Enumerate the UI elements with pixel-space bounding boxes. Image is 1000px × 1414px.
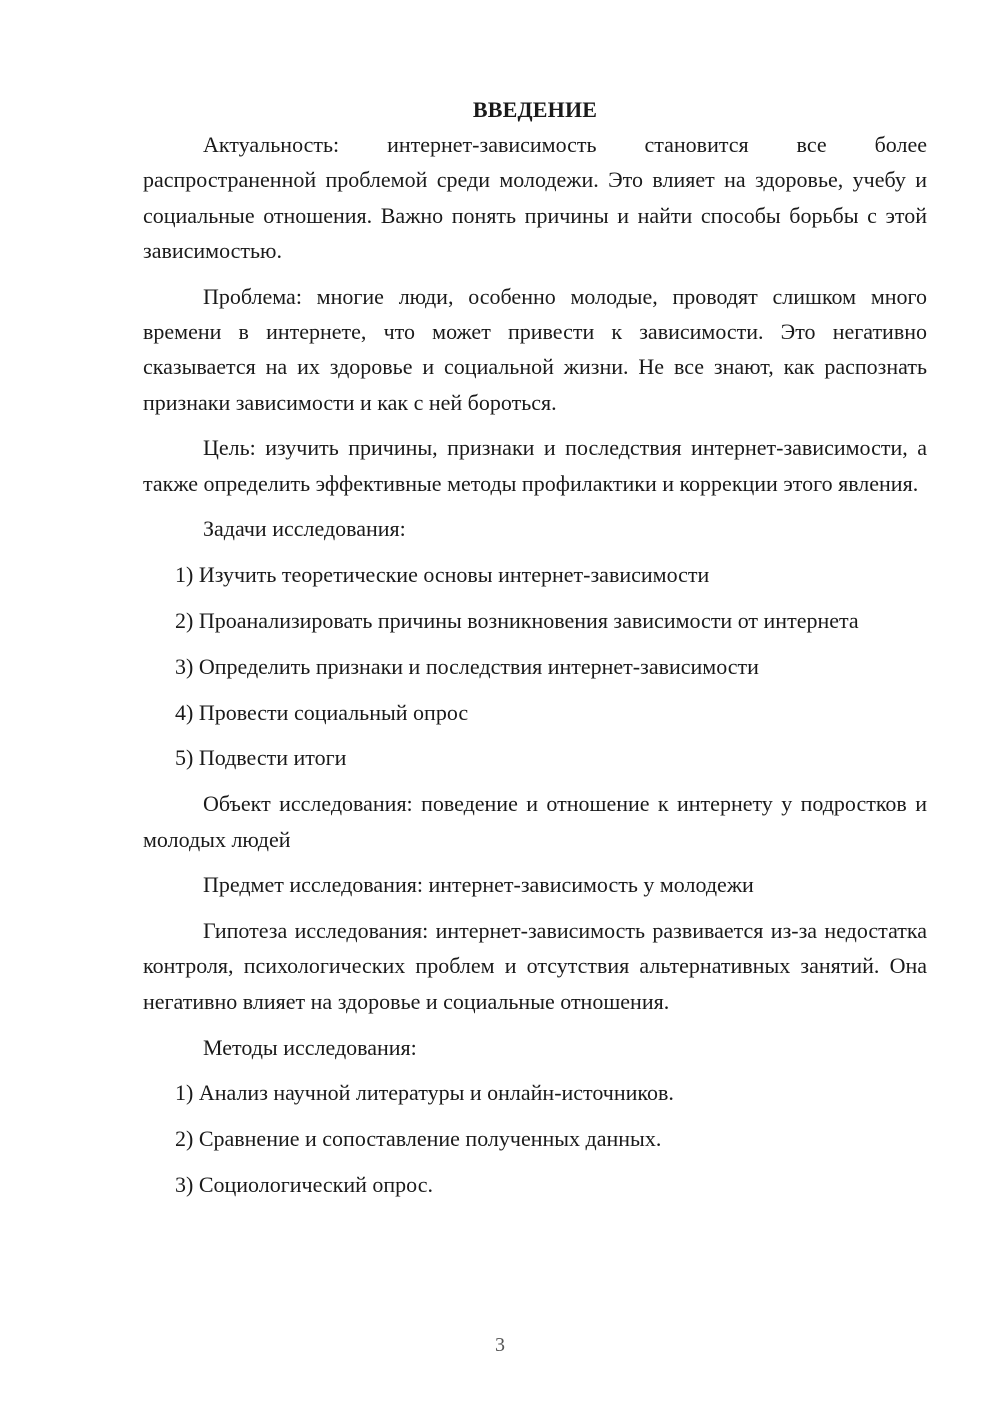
list-item-method-3: 3) Социологический опрос.	[175, 1171, 433, 1197]
paragraph-goal: Цель: изучить причины, признаки и последствия интернет-зависимости, а также определить эффективные методы профилактики и коррекции этого явления.	[143, 435, 927, 496]
list-item-task-4: 4) Провести социальный опрос	[175, 699, 469, 725]
document-title: ВВЕДЕНИЕ	[472, 97, 598, 122]
paragraph-subject: Предмет исследования: интернет-зависимость у молодежи	[203, 872, 754, 898]
paragraph-object: Объект исследования: поведение и отношение к интернету у подростков и молодых людей	[143, 791, 927, 852]
list-item-method-2: 2) Сравнение и сопоставление полученных данных.	[175, 1126, 662, 1152]
paragraph-hypothesis: Гипотеза исследования: интернет-зависимость развивается из-за недостатка контроля, психологических проблем и отсутствия альтернативных занятий. Она негативно влияет на здоровье и социальные отношения.	[143, 918, 927, 1014]
list-item-task-2: 2) Проанализировать причины возникновения зависимости от интернета	[175, 608, 859, 634]
paragraph-problem: Проблема: многие люди, особенно молодые, проводят слишком много времени в интернете, что может привести к зависимости. Это негативно сказывается на их здоровье и социальной жизни. Не все знают, как распознать признаки зависимости и как с ней бороться.	[143, 283, 927, 415]
list-item-task-3: 3) Определить признаки и последствия интернет-зависимости	[175, 653, 759, 679]
page-number: 3	[495, 1334, 505, 1356]
paragraph-methods-heading: Методы исследования:	[203, 1034, 417, 1060]
list-item-task-5: 5) Подвести итоги	[175, 745, 347, 771]
paragraph-tasks-heading: Задачи исследования:	[203, 516, 406, 542]
document-page	[143, 92, 927, 1202]
list-item-method-1: 1) Анализ научной литературы и онлайн-источников.	[175, 1080, 674, 1106]
list-item-task-1: 1) Изучить теоретические основы интернет-зависимости	[175, 562, 710, 588]
paragraph-relevance: Актуальность: интернет-зависимость становится все более распространенной проблемой среди молодежи. Это влияет на здоровье, учебу и социальные отношения. Важно понять причины и найти способы борьбы с этой зависимостью.	[143, 132, 927, 263]
